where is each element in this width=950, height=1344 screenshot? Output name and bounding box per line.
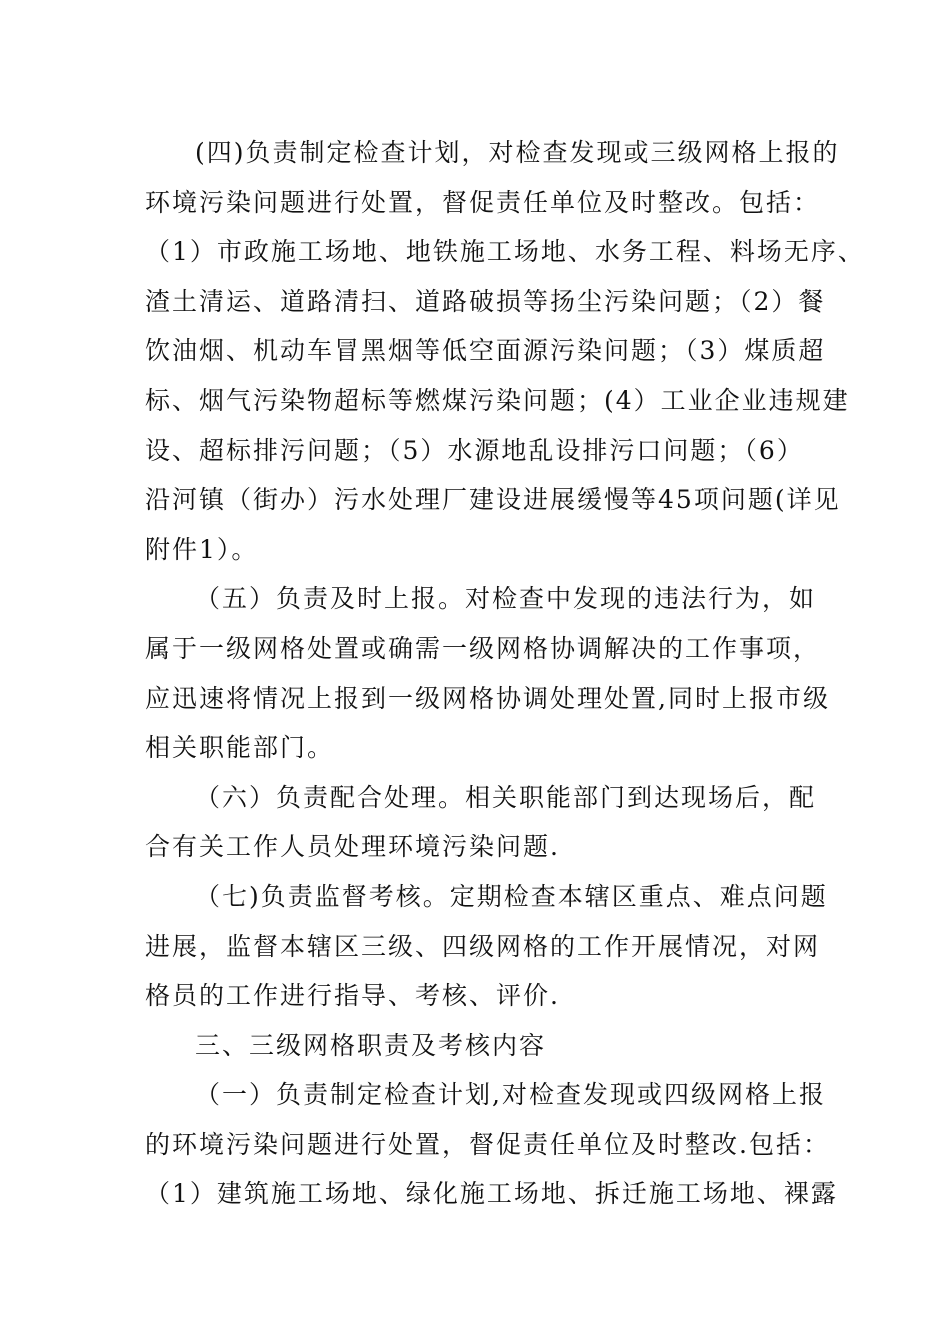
paragraph-line: 标、烟气污染物超标等燃煤污染问题；(4）工业企业违规建: [145, 385, 850, 415]
paragraph-line: 沿河镇（街办）污水处理厂建设进展缓慢等45项问题(详见: [145, 485, 841, 515]
paragraph-line: （1）建筑施工场地、绿化施工场地、拆迁施工场地、裸露: [145, 1179, 838, 1209]
paragraph-line: 进展，监督本辖区三级、四级网格的工作开展情况，对网: [145, 931, 821, 961]
paragraph-line: （五）负责及时上报。对检查中发现的违法行为，如: [195, 584, 817, 614]
paragraph-line: （六）负责配合处理。相关职能部门到达现场后，配: [195, 782, 817, 812]
paragraph-line: 相关职能部门。: [145, 733, 335, 763]
paragraph-line: 环境污染问题进行处置，督促责任单位及时整改。包括：: [145, 187, 821, 217]
paragraph-line: 饮油烟、机动车冒黑烟等低空面源污染问题；（3）煤质超: [145, 336, 826, 366]
paragraph-line: 应迅速将情况上报到一级网格协调处理处置,同时上报市级: [145, 683, 830, 713]
paragraph-line: (四)负责制定检查计划，对检查发现或三级网格上报的: [195, 138, 840, 167]
paragraph-line: 合有关工作人员处理环境污染问题.: [145, 832, 560, 862]
document-body: [145, 128, 865, 1219]
paragraph-line: 渣土清运、道路清扫、道路破损等扬尘污染问题；（2）餐: [145, 286, 826, 316]
section-heading: 三、三级网格职责及考核内容: [195, 1030, 547, 1060]
paragraph-line: 附件1）。: [145, 534, 259, 564]
paragraph-line: 格员的工作进行指导、考核、评价.: [145, 981, 560, 1011]
paragraph-line: （一）负责制定检查计划,对检查发现或四级网格上报: [195, 1080, 826, 1110]
paragraph-line: 属于一级网格处置或确需一级网格协调解决的工作事项，: [145, 633, 821, 663]
paragraph-line: 的环境污染问题进行处置，督促责任单位及时整改.包括：: [145, 1129, 830, 1159]
paragraph-line: （1）市政施工场地、地铁施工场地、水务工程、料场无序、: [145, 237, 865, 267]
paragraph-line: （七)负责监督考核。定期检查本辖区重点、难点问题: [195, 881, 828, 911]
paragraph-line: 设、超标排污问题；（5）水源地乱设排污口问题；（6）: [145, 435, 804, 465]
